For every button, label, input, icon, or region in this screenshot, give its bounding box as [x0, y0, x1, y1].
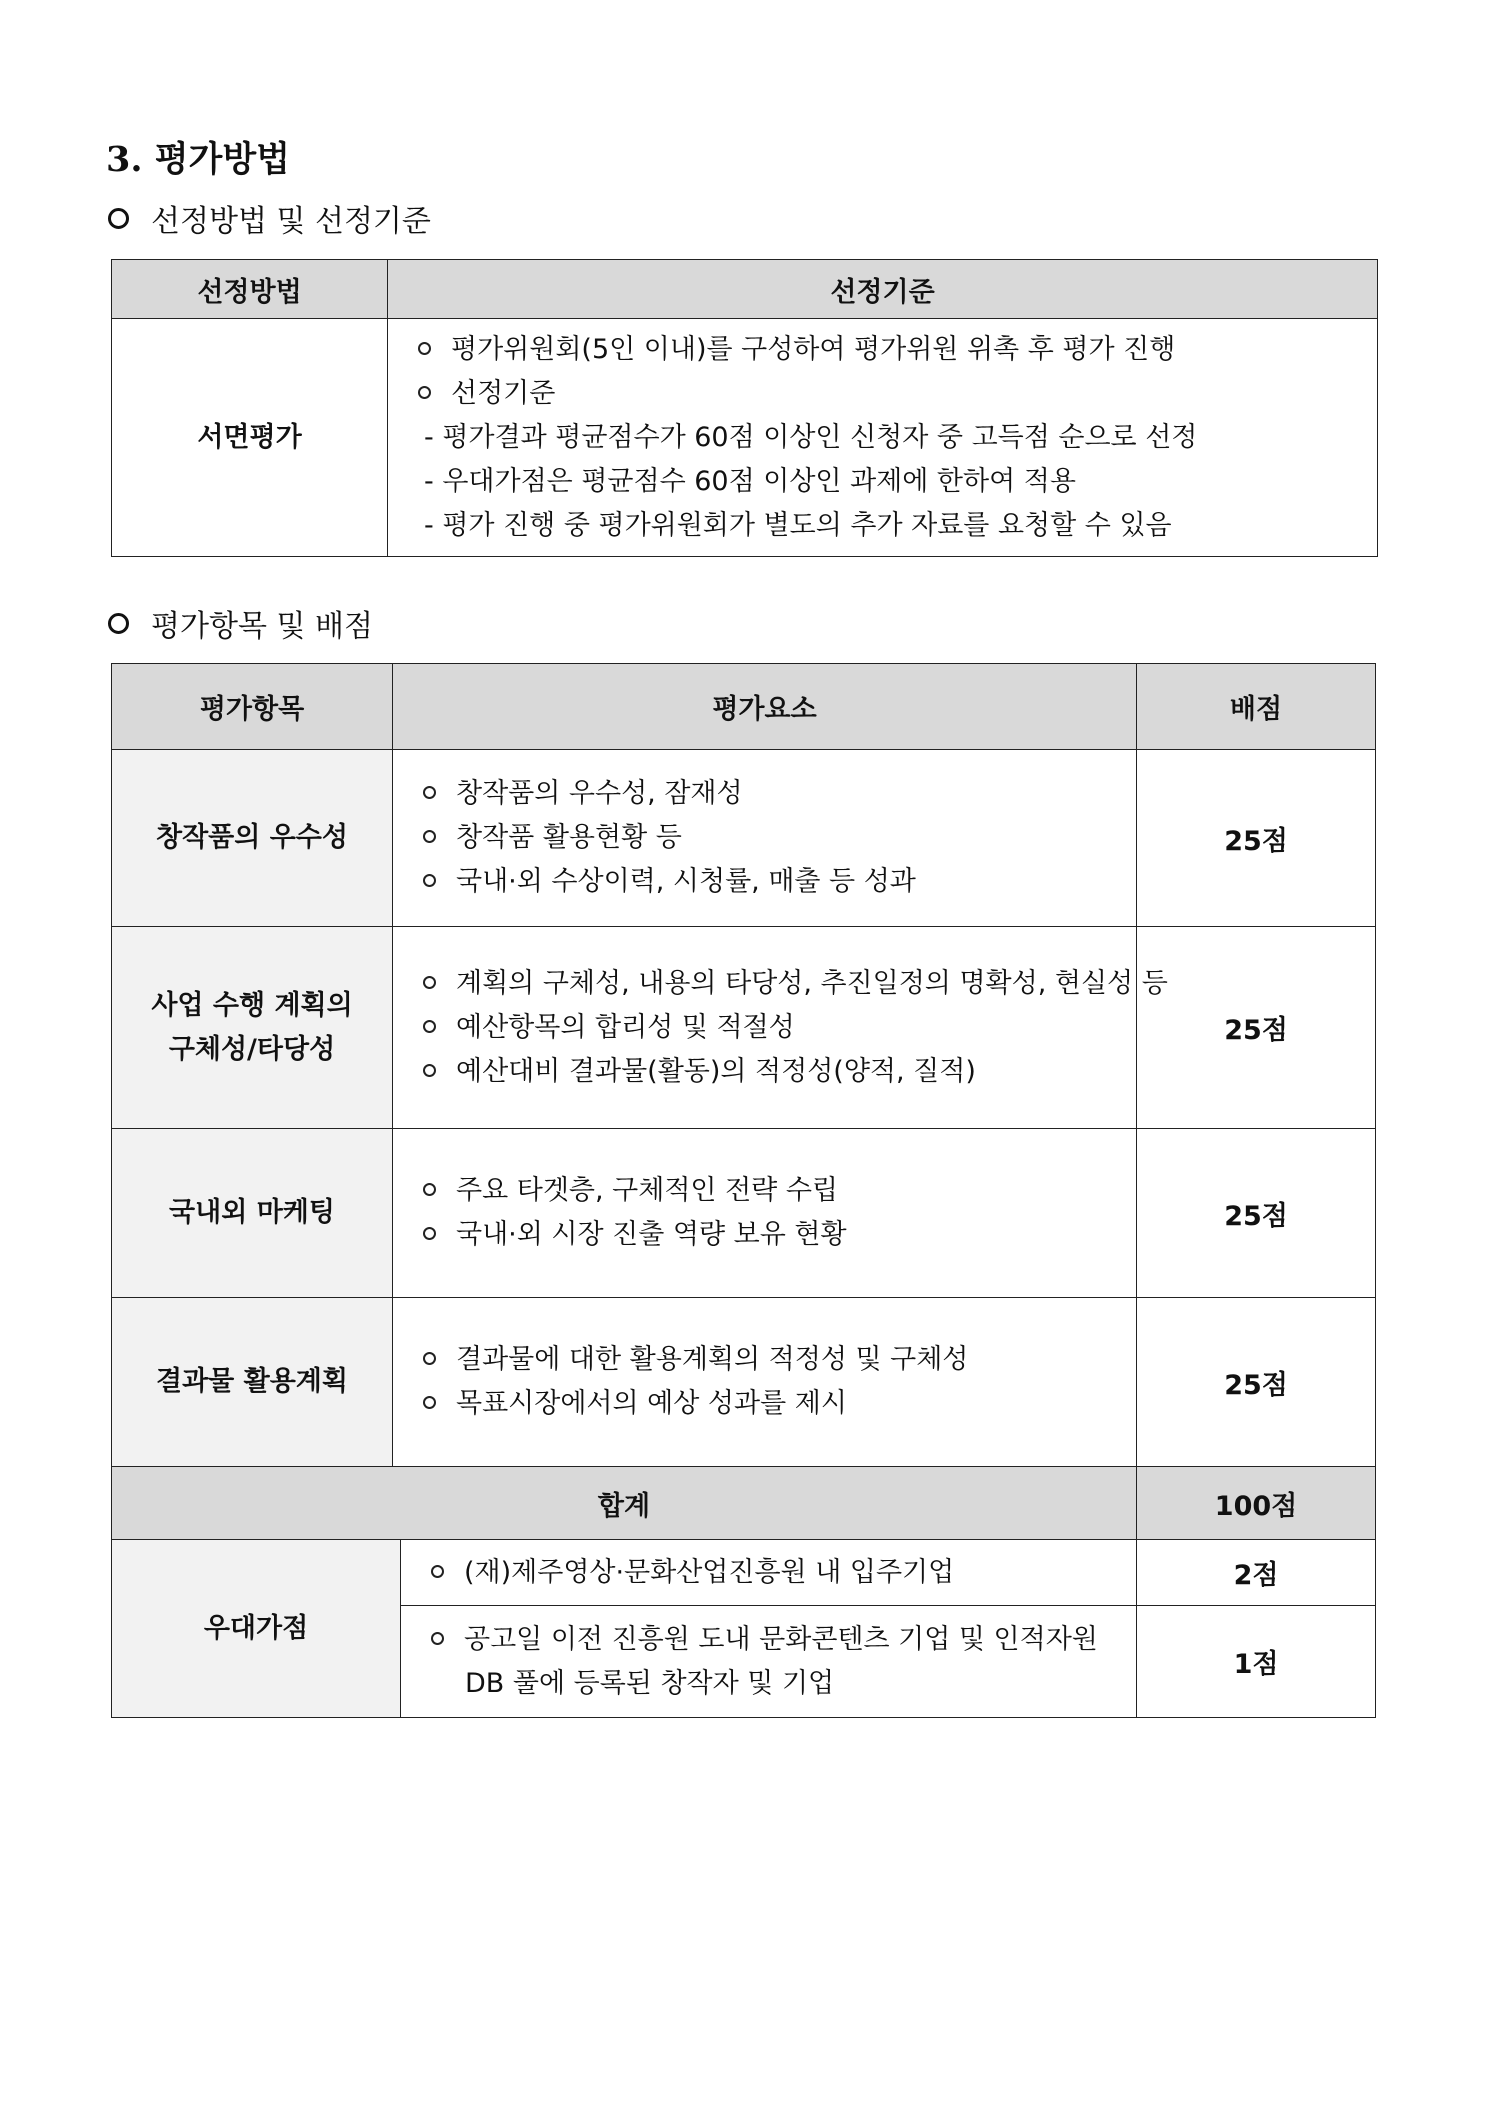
circle-bullet-icon — [423, 1064, 436, 1077]
table-row — [112, 1298, 1376, 1467]
elements-cell: 계획의 구체성, 내용의 타당성, 추진일정의 명확성, 현실성 등 예산항목의 합리성 및 적절성 예산대비 결과물(활동)의 적정성(양적, 질적) — [393, 927, 1137, 1129]
circle-bullet-icon — [423, 830, 436, 843]
bonus-cell: (재)제주영상·문화산업진흥원 내 입주기업 — [401, 1540, 1137, 1606]
criteria-line: - 평가결과 평균점수가 60점 이상인 신청자 중 고득점 순으로 선정 — [424, 421, 1198, 453]
circle-bullet-icon — [423, 786, 436, 799]
col-header-criteria: 선정기준 — [388, 260, 1378, 319]
bonus-score: 1점 — [1137, 1606, 1376, 1718]
scoring-table — [111, 663, 1376, 1718]
circle-bullet-icon — [108, 208, 129, 229]
criteria-line: - 우대가점은 평균점수 60점 이상인 과제에 한하여 적용 — [424, 465, 1076, 497]
score-cell: 25점 — [1137, 927, 1376, 1129]
table-row — [112, 750, 1376, 927]
bonus-row — [112, 1540, 1376, 1606]
elements-cell: 창작품의 우수성, 잠재성 창작품 활용현황 등 국내·외 수상이력, 시청률, 매출 등 성과 — [393, 750, 1137, 927]
bonus-cell: 공고일 이전 진흥원 도내 문화콘텐츠 기업 및 인적자원 DB 풀에 등록된 창작자 및 기업 — [401, 1606, 1137, 1718]
circle-bullet-icon — [423, 1020, 436, 1033]
elements-cell: 주요 타겟층, 구체적인 전략 수립 국내·외 시장 진출 역량 보유 현황 — [393, 1129, 1137, 1298]
item-label: 국내외 마케팅 — [112, 1129, 393, 1298]
criteria-cell — [388, 319, 1378, 557]
col-header-method: 선정방법 — [112, 260, 388, 319]
page-title: 3. 평가방법 — [106, 139, 290, 180]
bonus-score: 2점 — [1137, 1540, 1376, 1606]
circle-bullet-icon — [423, 1396, 436, 1409]
section-heading-text: 선정방법 및 선정기준 — [151, 204, 431, 239]
selection-criteria-table — [111, 259, 1378, 557]
criteria-line: 선정기준 — [418, 372, 1377, 416]
circle-bullet-icon — [418, 386, 431, 399]
section-heading-selection — [108, 196, 431, 240]
circle-bullet-icon — [423, 1227, 436, 1240]
item-label: 결과물 활용계획 — [112, 1298, 393, 1467]
table-row — [112, 927, 1376, 1129]
item-label: 사업 수행 계획의 구체성/타당성 — [112, 927, 393, 1129]
method-cell: 서면평가 — [112, 319, 388, 557]
col-header-elements: 평가요소 — [393, 664, 1137, 750]
section-heading-text: 평가항목 및 배점 — [151, 609, 373, 644]
criteria-line: - 평가 진행 중 평가위원회가 별도의 추가 자료를 요청할 수 있음 — [424, 509, 1172, 541]
score-cell: 25점 — [1137, 750, 1376, 927]
circle-bullet-icon — [423, 874, 436, 887]
table-row — [112, 1129, 1376, 1298]
section-heading-scoring — [108, 601, 373, 645]
total-label: 합계 — [112, 1467, 1137, 1540]
circle-bullet-icon — [431, 1565, 444, 1578]
circle-bullet-icon — [431, 1632, 444, 1645]
score-cell: 25점 — [1137, 1129, 1376, 1298]
circle-bullet-icon — [108, 613, 129, 634]
circle-bullet-icon — [423, 1352, 436, 1365]
elements-cell: 결과물에 대한 활용계획의 적정성 및 구체성 목표시장에서의 예상 성과를 제시 — [393, 1298, 1137, 1467]
score-cell: 25점 — [1137, 1298, 1376, 1467]
bonus-label: 우대가점 — [112, 1540, 401, 1718]
circle-bullet-icon — [423, 1183, 436, 1196]
circle-bullet-icon — [423, 976, 436, 989]
col-header-score: 배점 — [1137, 664, 1376, 750]
circle-bullet-icon — [418, 342, 431, 355]
criteria-line: 평가위원회(5인 이내)를 구성하여 평가위원 위촉 후 평가 진행 — [418, 328, 1377, 372]
item-label: 창작품의 우수성 — [112, 750, 393, 927]
total-score: 100점 — [1137, 1467, 1376, 1540]
col-header-item: 평가항목 — [112, 664, 393, 750]
total-row — [112, 1467, 1376, 1540]
